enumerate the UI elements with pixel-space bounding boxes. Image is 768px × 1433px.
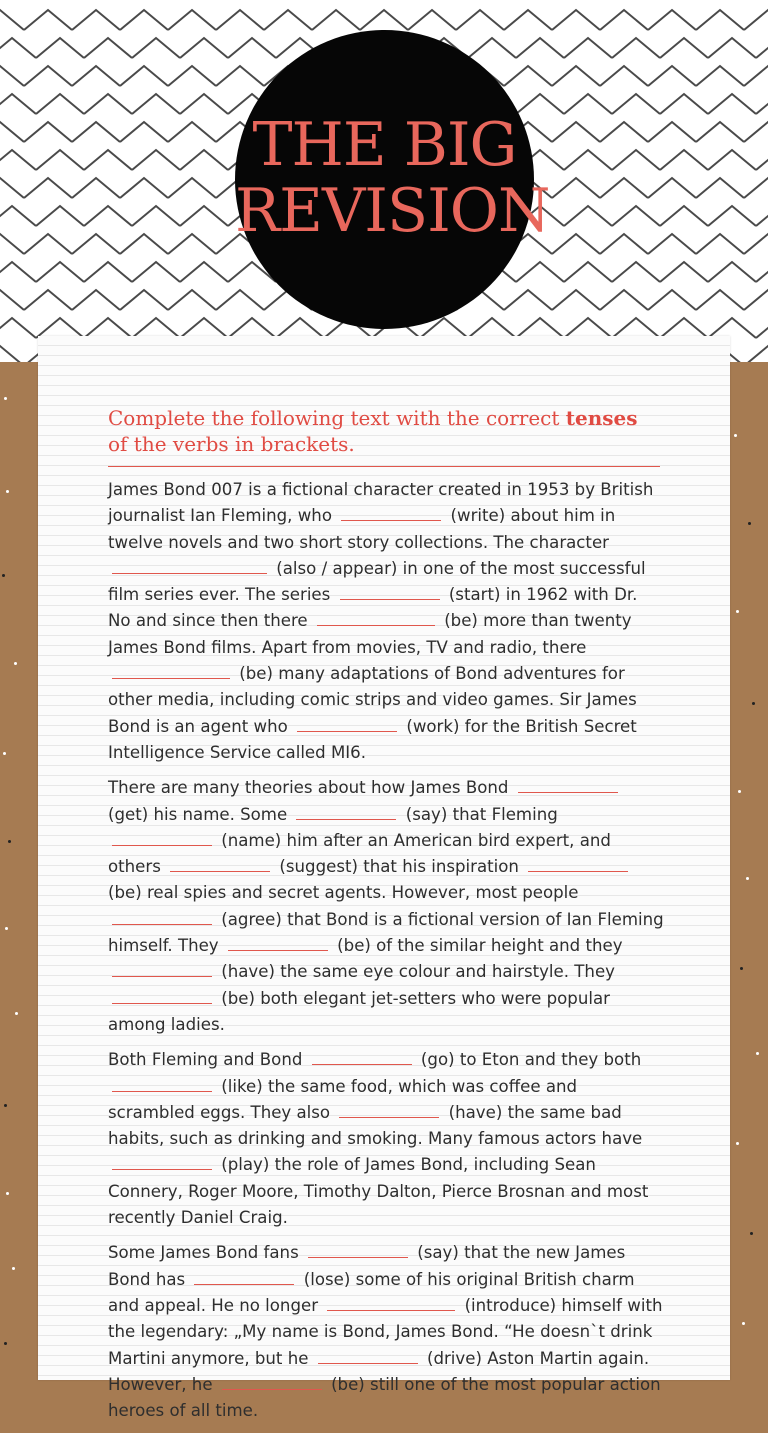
paragraph-text: (be) of the similar height and they (331, 936, 623, 956)
answer-blank[interactable] (518, 778, 618, 793)
paragraph-text: (start) in 1962 with Dr. No and since then there (108, 585, 638, 631)
decorative-dot (752, 702, 755, 705)
answer-blank[interactable] (112, 989, 212, 1004)
paragraph-text: (have) the same eye colour and hairstyle. They (216, 962, 615, 982)
paragraph (108, 1240, 664, 1424)
page-title (235, 110, 550, 246)
answer-blank[interactable] (112, 664, 230, 679)
answer-blank[interactable] (112, 559, 267, 574)
paragraph-text: (be) real spies and secret agents. However, most people (108, 883, 579, 903)
answer-blank[interactable] (317, 611, 435, 626)
paragraph-text: (work) for the British Secret Intelligence Service called MI6. (108, 716, 637, 762)
answer-blank[interactable] (312, 1050, 412, 1065)
decorative-dot (5, 927, 8, 930)
paragraph (108, 1047, 664, 1231)
paragraph-text: Some James Bond fans (108, 1243, 304, 1263)
decorative-dot (4, 1342, 7, 1345)
paragraph-text: (like) the same food, which was coffee and scrambled eggs. They also (108, 1076, 578, 1122)
paragraph-text: (have) the same bad habits, such as drinking and smoking. Many famous actors have (108, 1102, 643, 1149)
paragraph-text: (agree) that Bond is a fictional version of Ian Fleming himself. They (108, 909, 664, 956)
instructions-before: Complete the following text with the correct (108, 406, 566, 430)
answer-blank[interactable] (296, 805, 396, 820)
decorative-dot (736, 610, 739, 613)
answer-blank[interactable] (194, 1270, 294, 1285)
paragraph-text: (also / appear) in one of the most successful film series ever. The series (108, 558, 646, 605)
decorative-dot (746, 877, 749, 880)
paragraph-text: (drive) Aston Martin again. However, he (108, 1348, 650, 1394)
answer-blank[interactable] (528, 857, 628, 872)
answer-blank[interactable] (297, 717, 397, 732)
header-banner (0, 0, 768, 362)
answer-blank[interactable] (112, 831, 212, 846)
decorative-dot (2, 574, 5, 577)
answer-blank[interactable] (339, 1103, 439, 1118)
paragraph-text: (be) many adaptations of Bond adventures for other media, including comic strips and video games. Sir James Bond is an agent who (108, 664, 637, 736)
instructions-after: of the verbs in brackets. (108, 432, 355, 456)
paragraph-text: (lose) some of his original British charm and appeal. He no longer (108, 1269, 635, 1315)
answer-blank[interactable] (170, 857, 270, 872)
paragraph-text: (name) him after an American bird expert, and others (108, 830, 611, 877)
decorative-dot (6, 1192, 9, 1195)
decorative-dot (14, 662, 17, 665)
paragraph-text: (be) both elegant jet-setters who were popular among ladies. (108, 988, 610, 1034)
paragraph-text: (go) to Eton and they both (415, 1050, 642, 1070)
decorative-dot (750, 1232, 753, 1235)
page-title-line2: REVISION (235, 176, 550, 246)
answer-blank[interactable] (112, 962, 212, 977)
paragraph-text: (play) the role of James Bond, including Sean Connery, Roger Moore, Timothy Dalton, Pierce Brosnan and most recently Daniel Craig. (108, 1155, 649, 1228)
decorative-dot (3, 752, 6, 755)
paragraph-text: (be) still one of the most popular action heroes of all time. (108, 1374, 661, 1421)
answer-blank[interactable] (222, 1375, 322, 1390)
decorative-dot (742, 1322, 745, 1325)
answer-blank[interactable] (341, 506, 441, 521)
paragraph-text: (say) that Fleming (400, 804, 558, 824)
answer-blank[interactable] (112, 910, 212, 925)
paragraph-text: (say) that the new James Bond has (108, 1243, 626, 1289)
paragraph (108, 477, 664, 766)
decorative-dot (756, 1052, 759, 1055)
instructions-text (108, 405, 660, 457)
answer-blank[interactable] (228, 936, 328, 951)
paragraph-text: (introduce) himself with the legendary: „My name is Bond, James Bond. “He doesn`t drink Martini anymore, but he (108, 1295, 663, 1368)
paragraph-text: (suggest) that his inspiration (274, 857, 525, 877)
answer-blank[interactable] (340, 585, 440, 600)
answer-blank[interactable] (112, 1077, 212, 1092)
decorative-dot (4, 397, 7, 400)
answer-blank[interactable] (327, 1296, 455, 1311)
decorative-dot (738, 790, 741, 793)
instructions-divider (108, 466, 660, 467)
decorative-dot (6, 490, 9, 493)
answer-blank[interactable] (318, 1349, 418, 1364)
paragraph-text: (write) about him in twelve novels and two short story collections. The character (108, 506, 616, 552)
paragraph-text: James Bond 007 is a fictional character created in 1953 by British journalist Ian Fleming, who (108, 480, 654, 526)
decorative-dot (8, 840, 11, 843)
decorative-dot (734, 434, 737, 437)
paragraph (108, 775, 664, 1038)
answer-blank[interactable] (308, 1243, 408, 1258)
paragraph-text: Both Fleming and Bond (108, 1050, 308, 1070)
decorative-dot (740, 967, 743, 970)
decorative-dot (748, 522, 751, 525)
answer-blank[interactable] (112, 1155, 212, 1170)
page-title-line1: THE BIG (252, 110, 517, 180)
exercise-text (108, 477, 664, 1433)
title-circle (235, 30, 550, 329)
instructions-bold: tenses (565, 406, 638, 430)
worksheet-paper (38, 336, 730, 1421)
paragraph-text: There are many theories about how James Bond (108, 778, 514, 798)
paragraph-text: (get) his name. Some (108, 804, 293, 824)
decorative-dot (12, 1267, 15, 1270)
paragraph-text: (be) more than twenty James Bond films. Apart from movies, TV and radio, there (108, 611, 632, 657)
decorative-dot (736, 1142, 739, 1145)
decorative-dot (4, 1104, 7, 1107)
decorative-dot (15, 1012, 18, 1015)
